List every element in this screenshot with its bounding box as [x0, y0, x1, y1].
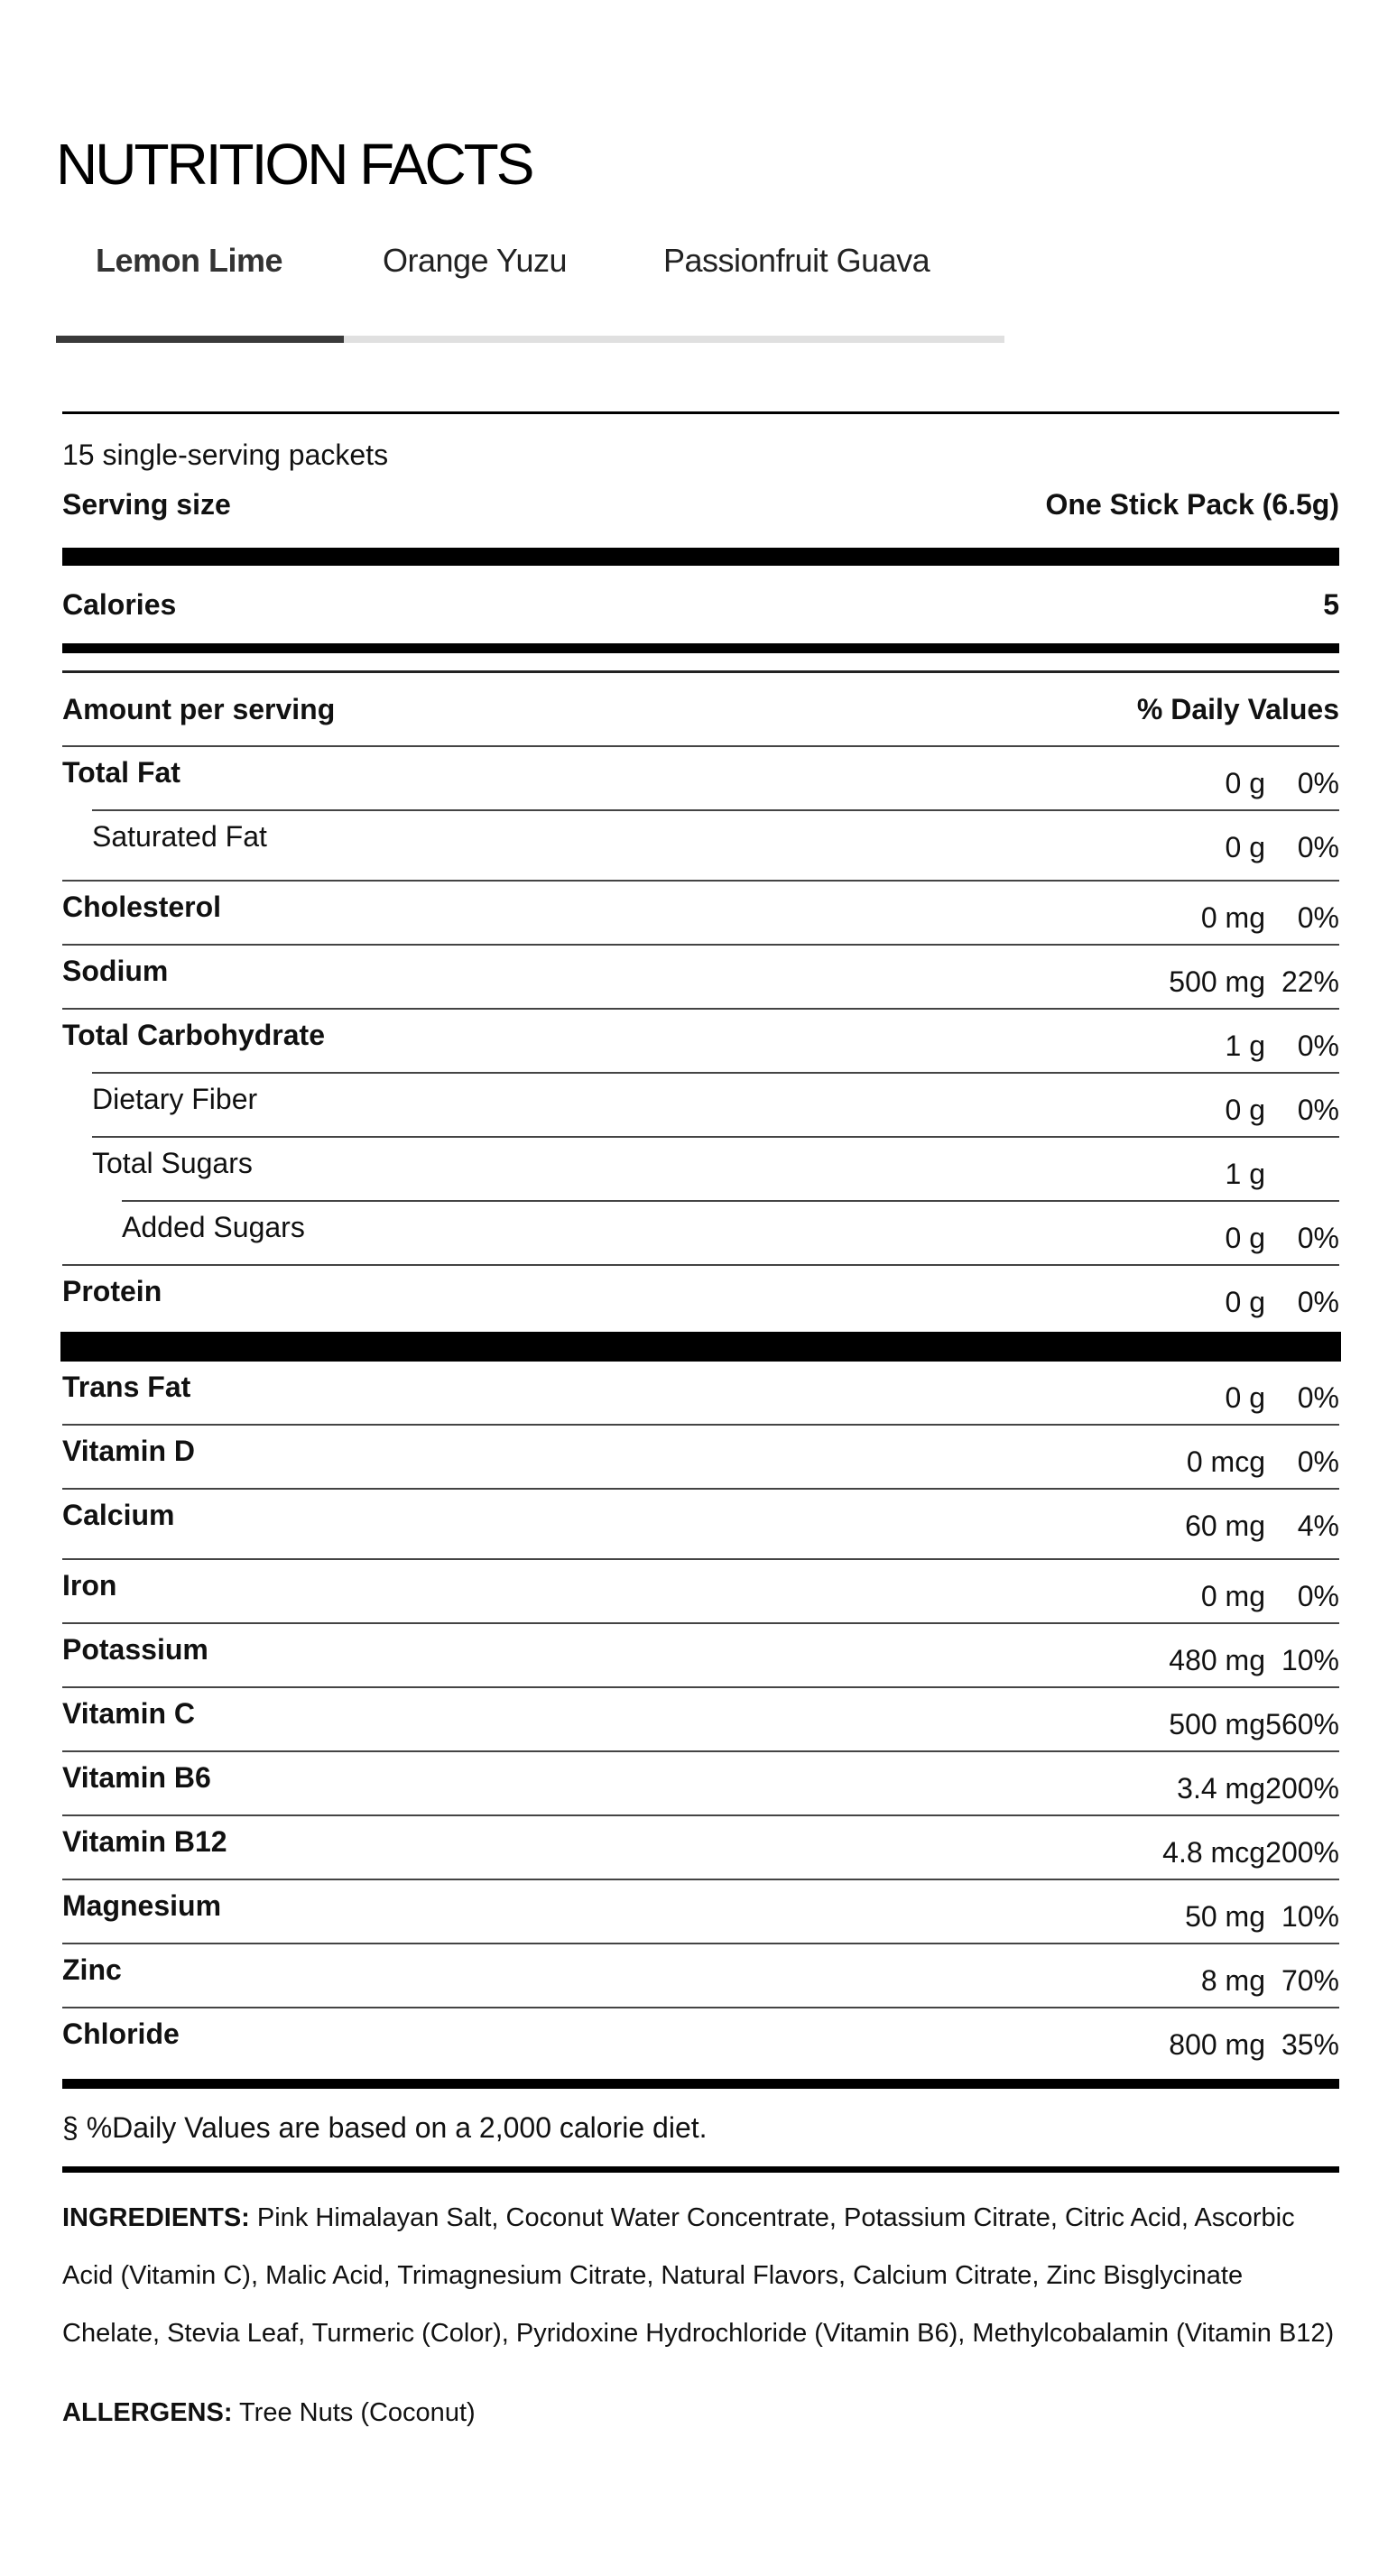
nutrient-daily-value: 200% — [1265, 1836, 1339, 1869]
nutrient-amount: 500 mg — [1169, 1708, 1265, 1740]
thick-divider — [62, 548, 1339, 566]
nutrient-row — [62, 2008, 1339, 2079]
nutrient-amount: 1 g — [1225, 1158, 1265, 1190]
nutrient-row — [62, 1490, 1339, 1560]
nutrient-values — [1226, 1286, 1339, 1319]
ingredients-text: Pink Himalayan Salt, Coconut Water Concentrate, Potassium Citrate, Citric Acid, Ascorbic Acid (Vitamin C), Malic Acid, Trimagnesium Citrate, Natural Flavors, Calcium Citrate, Zinc Bisglycinate Chelate, Stevia Leaf, Turmeric (Color), Pyridoxine Hydrochloride (Vitamin B6), Methylcobalamin (Vitamin B12) — [62, 2203, 1335, 2348]
nutrient-amount: 4.8 mcg — [1162, 1836, 1265, 1869]
nutrient-row — [62, 946, 1339, 1010]
nutrient-daily-value: 22% — [1281, 965, 1339, 998]
nutrient-row — [62, 1944, 1339, 2008]
nutrient-label: Magnesium — [62, 1889, 222, 1922]
tab-orange-yuzu[interactable]: Orange Yuzu — [383, 242, 567, 279]
tab-lemon-lime[interactable]: Lemon Lime — [96, 242, 283, 279]
nutrient-values — [1226, 1381, 1339, 1415]
nutrient-daily-value: 70% — [1281, 1964, 1339, 1997]
nutrient-values — [1169, 2028, 1339, 2062]
nutrient-label: Vitamin D — [62, 1435, 195, 1467]
serving-size-row — [62, 477, 1339, 531]
nutrient-label: Cholesterol — [62, 891, 222, 923]
top-rule — [62, 411, 1339, 414]
nutrient-amount: 0 g — [1225, 831, 1265, 863]
nutrient-daily-value: 0% — [1297, 1286, 1339, 1318]
amount-per-serving-label: Amount per serving — [62, 692, 336, 725]
nutrient-label: Vitamin B6 — [62, 1761, 211, 1794]
packets-text: 15 single-serving packets — [62, 438, 389, 471]
nutrient-label: Sodium — [62, 955, 169, 987]
nutrient-values — [1226, 1222, 1339, 1255]
nutrient-daily-value: 35% — [1281, 2028, 1339, 2061]
nutrient-row — [62, 1816, 1339, 1880]
micronutrient-list — [62, 1362, 1339, 2079]
thick-divider — [62, 2079, 1339, 2089]
nutrient-amount: 480 mg — [1169, 1644, 1265, 1676]
nutrient-amount: 8 mg — [1200, 1964, 1265, 1997]
nutrient-values — [1169, 1644, 1339, 1677]
nutrient-values — [1201, 1964, 1339, 1998]
nutrient-values — [1169, 1708, 1339, 1741]
daily-values-label: % Daily Values — [1136, 692, 1339, 725]
nutrient-amount: 0 mg — [1200, 1580, 1265, 1612]
nutrient-row — [62, 1266, 1339, 1332]
nutrient-daily-value: 10% — [1281, 1644, 1339, 1676]
nutrient-values — [1226, 1094, 1339, 1127]
nutrient-row — [62, 747, 1339, 811]
nutrient-amount: 3.4 mg — [1177, 1772, 1265, 1805]
nutrient-values — [1226, 831, 1339, 864]
nutrient-daily-value — [1265, 1158, 1339, 1191]
nutrient-values — [1187, 1445, 1339, 1479]
serving-size-value: One Stick Pack (6.5g) — [1045, 487, 1339, 521]
nutrient-label: Total Fat — [62, 756, 180, 789]
nutrient-daily-value: 200% — [1265, 1772, 1339, 1805]
page-title: NUTRITION FACTS — [56, 132, 532, 197]
nutrient-values — [1169, 965, 1339, 999]
nutrient-amount: 0 g — [1225, 1286, 1265, 1318]
footnote-text: § %Daily Values are based on a 2,000 calorie diet. — [62, 2110, 708, 2144]
nutrient-values — [1162, 1836, 1339, 1870]
nutrient-row — [62, 1010, 1339, 1074]
ingredients — [62, 2189, 1339, 2362]
nutrient-daily-value: 0% — [1297, 901, 1339, 934]
nutrient-label: Trans Fat — [62, 1371, 191, 1403]
nutrient-amount: 0 mcg — [1186, 1445, 1265, 1478]
nutrient-amount: 0 g — [1225, 1222, 1265, 1254]
allergens-text: Tree Nuts (Coconut) — [232, 2398, 476, 2427]
nutrient-daily-value: 0% — [1297, 1580, 1339, 1612]
thick-divider — [60, 1332, 1341, 1362]
nutrient-amount: 60 mg — [1185, 1510, 1265, 1542]
tab-passionfruit-guava[interactable]: Passionfruit Guava — [663, 242, 930, 279]
nutrient-label: Total Carbohydrate — [62, 1019, 325, 1051]
tab-indicator-track — [56, 336, 1004, 343]
nutrient-list — [62, 747, 1339, 1332]
nutrient-row — [62, 1202, 1339, 1266]
nutrient-daily-value: 560% — [1265, 1708, 1339, 1740]
nutrient-values — [1201, 901, 1339, 935]
nutrient-daily-value: 0% — [1297, 767, 1339, 799]
nutrient-row — [62, 1362, 1339, 1426]
allergens — [62, 2398, 1339, 2428]
nutrient-daily-value: 0% — [1297, 1445, 1339, 1478]
nutrient-amount: 0 g — [1225, 1094, 1265, 1126]
column-header-row — [62, 673, 1339, 747]
nutrient-row — [62, 1752, 1339, 1816]
nutrient-row — [62, 1624, 1339, 1688]
allergens-label: ALLERGENS: — [62, 2398, 233, 2427]
nutrient-daily-value: 0% — [1297, 831, 1339, 863]
nutrient-row — [62, 1880, 1339, 1944]
nutrient-values — [1177, 1772, 1339, 1805]
nutrient-row — [62, 1688, 1339, 1752]
nutrient-values — [1226, 1158, 1339, 1191]
nutrient-values — [1201, 1580, 1339, 1613]
nutrient-daily-value: 4% — [1297, 1510, 1339, 1542]
packets-line — [62, 432, 1339, 477]
nutrient-label: Zinc — [62, 1953, 122, 1986]
nutrient-label: Potassium — [62, 1633, 208, 1666]
thick-divider — [62, 643, 1339, 653]
nutrient-amount: 800 mg — [1169, 2028, 1265, 2061]
nutrient-amount: 1 g — [1225, 1029, 1265, 1062]
nutrient-values — [1226, 767, 1339, 800]
nutrient-daily-value: 0% — [1297, 1094, 1339, 1126]
nutrient-label: Saturated Fat — [92, 820, 267, 853]
nutrient-amount: 0 mg — [1200, 901, 1265, 934]
nutrient-values — [1226, 1029, 1339, 1063]
nutrient-label: Vitamin C — [62, 1697, 195, 1730]
nutrient-row — [62, 1138, 1339, 1202]
flavor-tabs — [56, 242, 1004, 341]
nutrient-values — [1185, 1900, 1339, 1934]
nutrient-row — [62, 811, 1339, 882]
serving-size-label: Serving size — [62, 487, 231, 521]
nutrient-label: Vitamin B12 — [62, 1825, 227, 1858]
nutrient-row — [62, 1074, 1339, 1138]
nutrient-amount: 0 g — [1225, 767, 1265, 799]
nutrient-label: Calcium — [62, 1499, 175, 1531]
nutrient-label: Protein — [62, 1275, 162, 1307]
nutrient-daily-value: 0% — [1297, 1222, 1339, 1254]
nutrient-daily-value: 0% — [1297, 1029, 1339, 1062]
nutrition-panel — [62, 411, 1339, 2428]
nutrient-daily-value: 0% — [1297, 1381, 1339, 1414]
nutrient-row — [62, 882, 1339, 946]
nutrient-label: Dietary Fiber — [92, 1083, 258, 1115]
nutrient-label: Iron — [62, 1569, 117, 1602]
calories-label: Calories — [62, 587, 177, 621]
tab-indicator-active — [56, 336, 344, 343]
nutrient-amount: 50 mg — [1185, 1900, 1265, 1933]
nutrient-label: Total Sugars — [92, 1147, 253, 1179]
calories-row — [62, 566, 1339, 643]
ingredients-label: INGREDIENTS: — [62, 2203, 250, 2232]
nutrient-row — [62, 1426, 1339, 1490]
footnote — [62, 2089, 1339, 2166]
nutrient-values — [1185, 1510, 1339, 1543]
thick-divider — [62, 2166, 1339, 2173]
nutrient-label: Chloride — [62, 2017, 180, 2050]
nutrient-daily-value: 10% — [1281, 1900, 1339, 1933]
nutrient-row — [62, 1560, 1339, 1624]
nutrient-amount: 0 g — [1225, 1381, 1265, 1414]
nutrient-amount: 500 mg — [1169, 965, 1265, 998]
calories-value: 5 — [1323, 587, 1339, 621]
nutrient-label: Added Sugars — [122, 1211, 305, 1243]
